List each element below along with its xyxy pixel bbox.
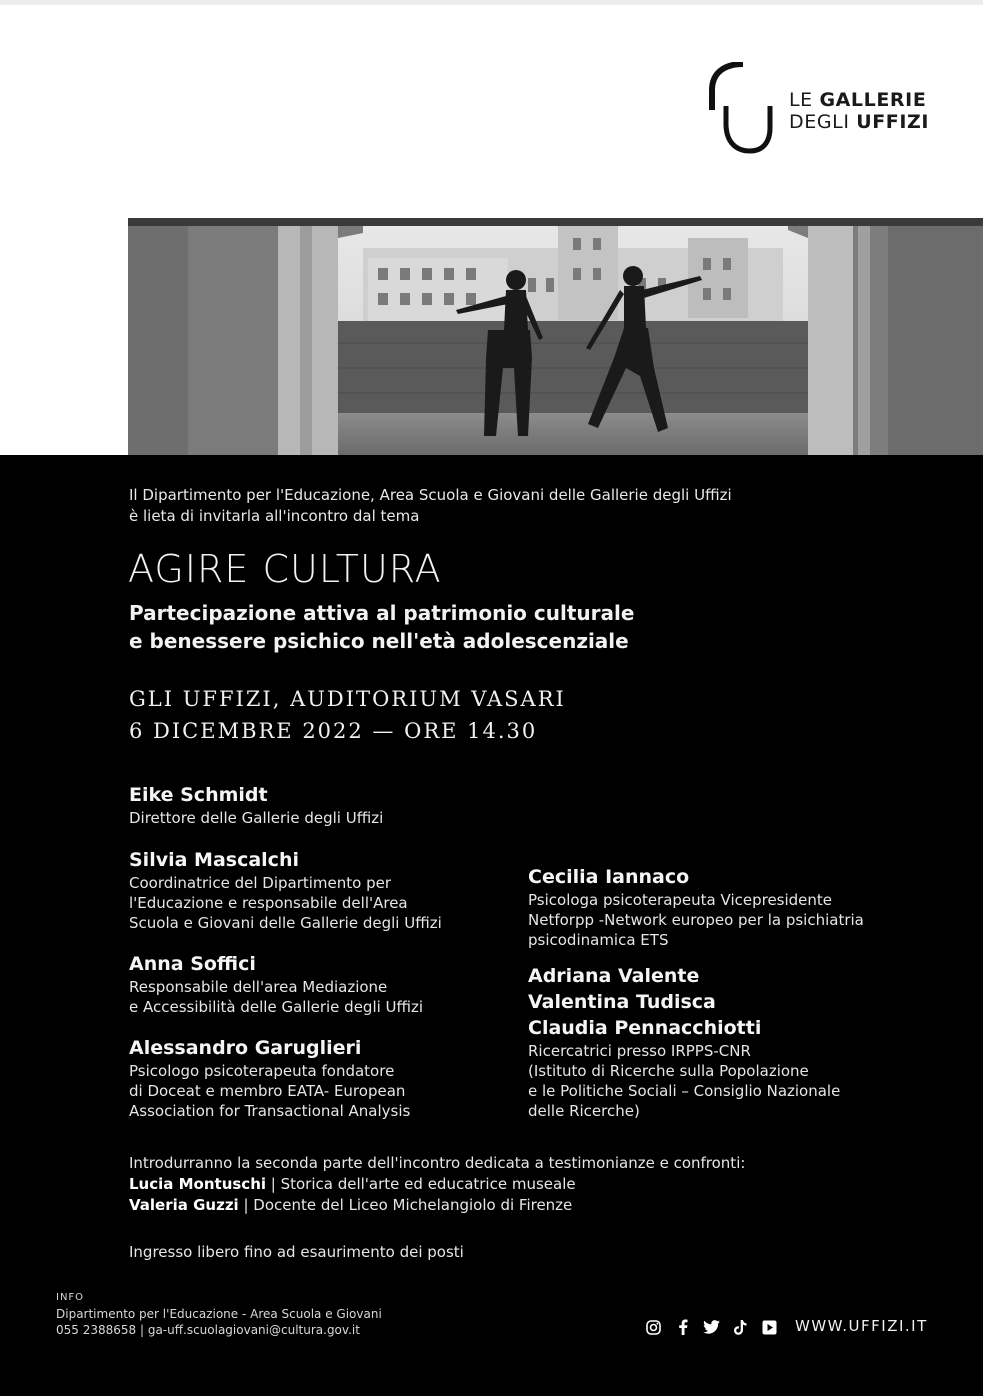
speaker-role: (Istituto di Ricerche sulla Popolazione: [528, 1062, 809, 1080]
subtitle-line: e benessere psichico nell'età adolescenziale: [129, 629, 629, 653]
website-link[interactable]: WWW.UFFIZI.IT: [795, 1317, 928, 1335]
intro-line: Il Dipartimento per l'Educazione, Area Scuola e Giovani delle Gallerie degli Uffizi: [129, 486, 732, 504]
speaker-schmidt: [129, 782, 383, 828]
speaker-role: Responsabile dell'area Mediazione: [129, 978, 388, 996]
guest-line: [129, 1174, 745, 1195]
speaker-name: Silvia Mascalchi: [129, 849, 299, 871]
event-title: AGIRE CULTURA: [128, 547, 442, 591]
speaker-role: Netforpp -Network europeo per la psichiatria: [528, 911, 864, 929]
instagram-icon[interactable]: [645, 1319, 662, 1336]
uffizi-logo-mark: [708, 62, 774, 154]
uffizi-logo: [708, 62, 948, 157]
event-subtitle: [129, 599, 634, 655]
content-panel: [0, 455, 983, 1396]
speaker-role: delle Ricerche): [528, 1102, 640, 1120]
closing-intro: Introdurranno la seconda parte dell'incontro dedicata a testimonianze e confronti:: [129, 1154, 746, 1172]
speaker-ricercatrici: [528, 963, 840, 1121]
speaker-role: di Doceat e membro EATA- European: [129, 1082, 406, 1100]
speaker-name: Adriana Valente: [528, 965, 700, 987]
guest-name: Lucia Montuschi: [129, 1175, 267, 1193]
speaker-name: Anna Soffici: [129, 953, 256, 975]
speaker-name: Eike Schmidt: [129, 784, 268, 806]
speaker-iannaco: [528, 864, 864, 950]
venue-and-date: [129, 683, 566, 747]
speaker-role: Scuola e Giovani delle Gallerie degli Uffizi: [129, 914, 442, 932]
logo-wordmark: LE GALLERIE DEGLI UFFIZI: [789, 89, 930, 133]
info-contacts[interactable]: 055 2388658 | ga-uff.scuolagiovani@cultura.gov.it: [56, 1323, 360, 1337]
info-label: INFO: [56, 1292, 85, 1303]
subtitle-line: Partecipazione attiva al patrimonio culturale: [129, 601, 635, 625]
speaker-role: Direttore delle Gallerie degli Uffizi: [129, 809, 384, 827]
speaker-role: Ricercatrici presso IRPPS-CNR: [528, 1042, 751, 1060]
speaker-role: Psicologa psicoterapeuta Vicepresidente: [528, 891, 833, 909]
event-date: 6 DICEMBRE 2022 — ORE 14.30: [129, 719, 538, 743]
closing-section: [129, 1153, 745, 1216]
speaker-mascalchi: [129, 847, 442, 933]
speaker-name: Alessandro Garuglieri: [129, 1037, 362, 1059]
intro-text: [129, 485, 732, 527]
guest-name: Valeria Guzzi: [129, 1196, 239, 1214]
intro-line: è lieta di invitarla all'incontro dal tema: [129, 507, 420, 525]
twitter-icon[interactable]: [703, 1319, 720, 1336]
speaker-role: l'Educazione e responsabile dell'Area: [129, 894, 408, 912]
top-strip: [0, 0, 983, 5]
speaker-role: Coordinatrice del Dipartimento per: [129, 874, 392, 892]
guest-role: | Docente del Liceo Michelangiolo di Firenze: [238, 1196, 573, 1214]
speaker-role: Psicologo psicoterapeuta fondatore: [129, 1062, 395, 1080]
hero-photo: [128, 218, 983, 456]
youtube-icon[interactable]: [761, 1319, 778, 1336]
guest-role: | Storica dell'arte ed educatrice museale: [266, 1175, 576, 1193]
venue-place: GLI UFFIZI, AUDITORIUM VASARI: [129, 687, 566, 711]
speaker-garuglieri: [129, 1035, 410, 1121]
info-department: Dipartimento per l'Educazione - Area Scuola e Giovani: [56, 1307, 382, 1321]
speaker-name: Claudia Pennacchiotti: [528, 1017, 762, 1039]
speaker-name: Valentina Tudisca: [528, 991, 716, 1013]
speaker-role: Association for Transactional Analysis: [129, 1102, 411, 1120]
social-icons: [645, 1317, 778, 1337]
guest-line: [129, 1195, 745, 1216]
facebook-icon[interactable]: [674, 1319, 691, 1336]
tiktok-icon[interactable]: [732, 1319, 749, 1336]
speaker-soffici: [129, 951, 423, 1017]
speaker-role: e Accessibilità delle Gallerie degli Uffizi: [129, 998, 424, 1016]
speaker-name: Cecilia Iannaco: [528, 866, 690, 888]
speaker-role: e le Politiche Sociali – Consiglio Nazionale: [528, 1082, 841, 1100]
speaker-role: psicodinamica ETS: [528, 931, 669, 949]
entry-note: Ingresso libero fino ad esaurimento dei posti: [129, 1243, 464, 1261]
footer-info: [56, 1290, 382, 1338]
